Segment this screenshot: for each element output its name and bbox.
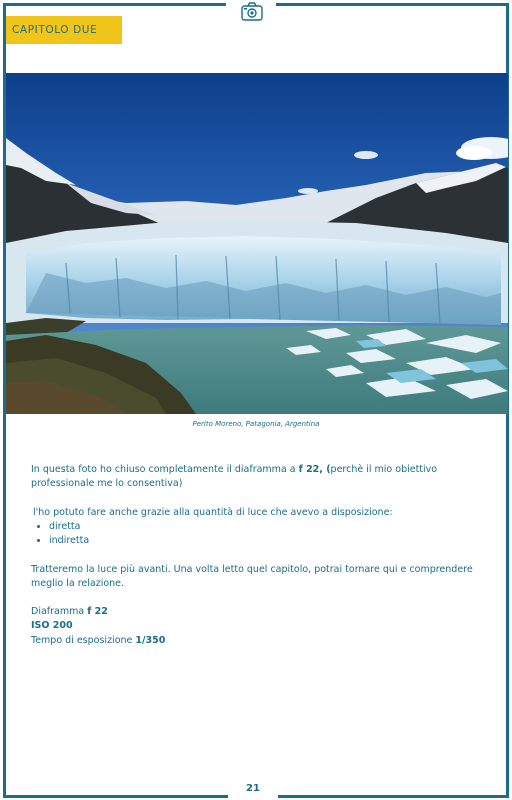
photo-caption: Perito Moreno, Patagonia, Argentina (192, 420, 320, 428)
page-number: 21 (246, 783, 260, 794)
paragraph-aperture (31, 463, 491, 491)
settings-aperture (31, 605, 491, 619)
settings-aperture-value: f 22 (87, 606, 108, 617)
paragraph-aperture-rest: perchè il mio obiettivo professionale me lo consentiva) (31, 464, 438, 489)
bullet-diretta: • diretta (49, 520, 89, 534)
settings-aperture-label: Diaframma (31, 606, 88, 617)
paragraph-aperture-text: In questa foto ho chiuso completamente il diaframma a (31, 464, 299, 475)
camera-icon (240, 1, 264, 23)
settings-exposure-label: Tempo di esposizione (31, 635, 136, 646)
settings-exposure (31, 634, 491, 648)
paragraph-aperture-bold: f 22, ( (298, 464, 331, 475)
chapter-label: CAPITOLO DUE (12, 24, 98, 36)
settings-iso: ISO 200 (31, 620, 73, 631)
paragraph-light-later: Tratteremo la luce più avanti. Una volta letto quel capitolo, potrai tornare qui e comprendere meglio la relazione. (31, 564, 473, 589)
light-bullet-list (31, 520, 89, 548)
paragraph-light: l'ho potuto fare anche grazie alla quantità di luce che avevo a disposizione: (33, 507, 393, 518)
glacier-photo (6, 73, 508, 414)
bullet-indiretta: • indiretta (49, 534, 89, 548)
settings-exposure-value: 1/350 (135, 635, 166, 646)
